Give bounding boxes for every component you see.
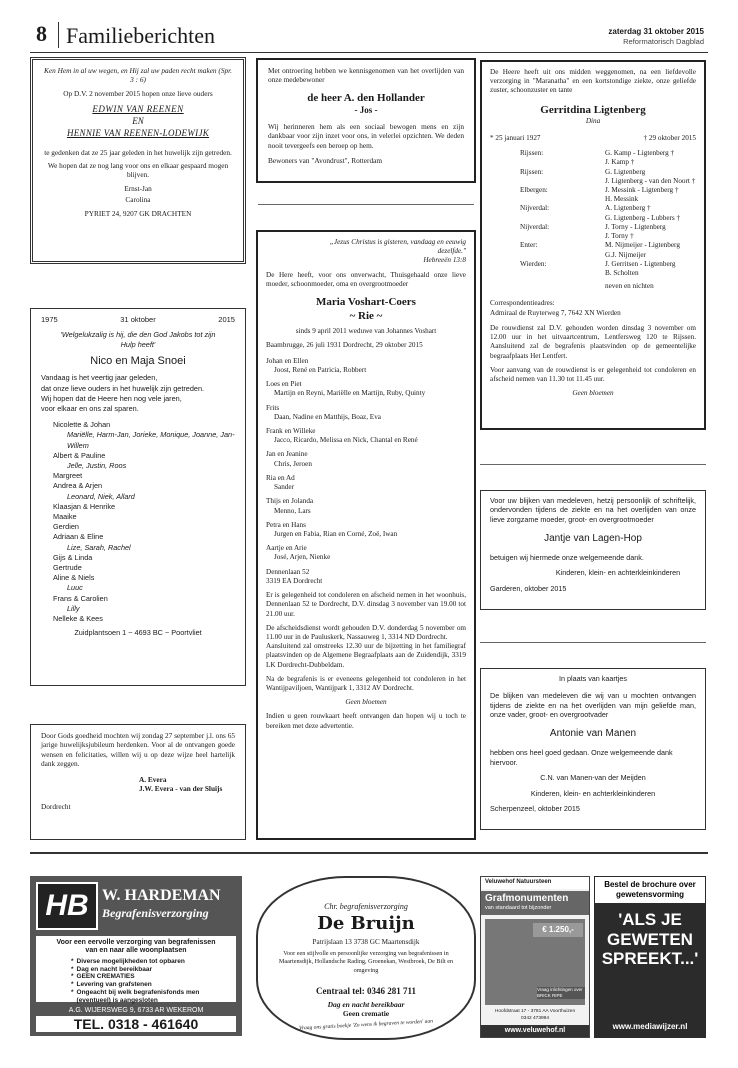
relative-name: A. Ligtenberg †	[605, 204, 651, 213]
relative-place	[520, 177, 605, 186]
notice-signature: Bewoners van "Avondrust", Rotterdam	[268, 156, 383, 166]
issue-date: zaterdag 31 oktober 2015	[608, 27, 704, 36]
family-table	[490, 149, 696, 278]
relative-name: H. Messink	[605, 195, 639, 204]
ad-arc-text: Vraag ons gratis boekje 'Zo wens ik begraven te worden' aan	[298, 1018, 434, 1032]
ad-heading: Bestel de brochure over gewetensvorming	[594, 876, 706, 904]
relative-place	[520, 232, 605, 241]
family-member: Johan en Ellen	[266, 356, 309, 365]
ad-top-line: Chr. begrafenisverzorging	[324, 902, 408, 911]
anniversary-notice-snoei	[30, 308, 246, 686]
notice-text: De blijken van medeleven die wij van u mochten ontvangen tijdens de ziekte en na het overlijden van mijn geliefde man, onze vader, groot- en overgrootvader	[490, 691, 696, 720]
obituary-notice-den-hollander	[256, 58, 476, 183]
poem-line: Vandaag is het veertig jaar geleden,	[41, 373, 158, 383]
no-flowers: Geen bloemen	[345, 698, 387, 707]
family-member: Petra en Hans	[266, 520, 306, 529]
grandchildren: Chris, Jeroen	[274, 459, 312, 468]
bullet-item	[71, 981, 231, 989]
poem-line: Wij hopen dat de Heere hen nog vele jaren,	[41, 393, 182, 403]
bullet-text: Dag en nacht bereikbaar	[76, 965, 153, 973]
family-member: Gerdien	[53, 522, 79, 532]
ad-address: Patrijslaan 13 3738 GC Maartensdijk	[312, 938, 420, 946]
ad-title-bar	[481, 891, 589, 915]
notice-footer: Indien u geen rouwkaart heeft ontvangen dan hopen wij u toch te bereiken met deze advertentie.	[266, 712, 466, 730]
notice-poem	[41, 373, 235, 414]
notice-place: Dordrecht	[41, 801, 71, 811]
relative-name: J. Torny †	[605, 232, 634, 241]
thank-you-notice-van-lagen-hop	[480, 490, 706, 610]
condolence-text: Voor aanvang van de rouwdienst is er gelegenheid tot condoleren en afscheid nemen van 11.30 tot 11.45 uur.	[490, 365, 696, 383]
ad-brand: De Bruijn	[317, 913, 415, 934]
notice-text: Door Gods goedheid mochten wij zondag 27 september j.l. ons 65 jarige huwelijksjubileum herdenken. Voor al de ontvangen goede wensen en felicitaties, willen wij u op deze wijze heel hartelijk dank zeggen.	[41, 731, 235, 769]
family-member: Loes en Piet	[266, 380, 302, 389]
date-line	[41, 315, 235, 326]
bullet-text: Ongeacht bij welk begrafenisfonds men (eventueel) is aangesloten	[76, 988, 200, 1004]
relative-name: J. Torny - Ligtenberg	[605, 222, 666, 231]
ad-bullets	[41, 958, 231, 1005]
couple-names: Nico en Maja Snoei	[90, 354, 186, 367]
couple-name-husband: EDWIN VAN REENEN	[92, 104, 184, 115]
separator	[258, 204, 474, 205]
grandchildren: Sander	[274, 483, 294, 492]
hardeman-logo: HB	[36, 882, 98, 930]
child-name: Ernst-Jan	[124, 183, 152, 193]
deceased-name: Gerritdina Ligtenberg	[540, 103, 646, 116]
grandchildren: José, Arjen, Nienke	[274, 553, 331, 562]
ad-line: Voor een eervolle verzorging van begrafenissen	[56, 939, 216, 946]
grandchildren: Lize, Sarah, Rachel	[67, 542, 131, 552]
bible-verse: 'Welgelukzalig is hij, die den God Jakobs tot zijn Hulp heeft'	[60, 329, 216, 349]
bullet-text: GEEN CREMATIES	[76, 973, 135, 981]
thanks-line: betuigen wij hiermede onze welgemeende dank.	[490, 553, 644, 563]
relative-name: G. Kamp - Ligtenberg †	[605, 149, 675, 158]
notice-intro: Met ontroering hebben we kennisgenomen van het overlijden van onze medebewoner	[268, 66, 464, 85]
after-funeral-text: Na de begrafenis is er eveneens gelegenheid tot condoleren in het Wantijpaviljoen, Wantijpark 1, 3312 AV Dordrecht.	[266, 674, 466, 693]
address-line: Dennenlaan 52	[266, 567, 310, 576]
grandchildren: Jelle, Justin, Roos	[67, 460, 127, 470]
correspondence-address: Admiraal de Ruyterweg 7, 7642 XN Wierden	[490, 308, 621, 317]
ad-title: Grafmonumenten	[485, 893, 569, 904]
bullet-item	[71, 989, 231, 1005]
ad-address: Hoofdstraat 17 - 3781 AA Voorthuizen	[494, 1009, 576, 1014]
bullet-text: Diverse mogelijkheden tot opbaren	[76, 957, 185, 965]
ad-hardeman	[30, 876, 242, 1036]
bible-verse: Ken Hem in al uw wegen, en Hij zal uw paden recht maken (Spr. 3 : 6)	[43, 66, 232, 85]
family-list	[41, 420, 235, 624]
thank-you-notice-van-manen	[480, 668, 706, 830]
relative-place: Wierden:	[520, 259, 547, 268]
child-name: Carolina	[125, 195, 151, 205]
ads-divider	[30, 852, 708, 854]
notice-place: Garderen, oktober 2015	[490, 583, 567, 593]
notice-address: PYRIET 24, 9207 GK DRACHTEN	[84, 208, 192, 218]
family-signature: Kinderen, klein- en achterkleinkinderen	[555, 568, 681, 578]
relative-place: Rijssen:	[520, 167, 544, 176]
ad-info-panel	[36, 936, 236, 1002]
anniversary-notice-van-reenen	[30, 57, 246, 264]
poem-line: voor elkaar en ons zal sparen.	[41, 403, 139, 413]
page-number: 8	[36, 21, 47, 46]
family-member: Ria en Ad	[266, 473, 295, 482]
relative-name: M. Nijmeijer - Ligtenberg	[605, 241, 680, 250]
connector-en: EN	[132, 116, 144, 127]
birth-date: * 25 januari 1927	[490, 133, 541, 142]
grandchildren: Daan, Nadine en Matthijs, Boaz, Eva	[274, 412, 381, 421]
deceased-nickname: - Jos -	[354, 105, 378, 116]
header-divider	[58, 22, 59, 48]
correspondence-label: Correspondentieadres:	[490, 299, 555, 308]
ad-no-cremation: Geen crematie	[342, 1009, 390, 1018]
relative-name: G.J. Nijmeijer	[605, 250, 646, 259]
ad-slogan: 'ALS JE GEWETEN SPREEKT...'	[601, 910, 699, 969]
family-member: Nicolette & Johan	[53, 420, 111, 430]
service-text: De afscheidsdienst wordt gehouden D.V. donderdag 5 november om 11.00 uur in de Pauluskerk, Nassauweg 1, 3314 ND Dordrecht.	[266, 623, 466, 641]
ad-phone: Centraal tel: 0346 281 711	[316, 986, 416, 996]
family-member: Gijs & Linda	[53, 552, 93, 562]
start-year: 1975	[41, 315, 58, 324]
verse-reference: Hebreeën 13:8	[423, 256, 466, 265]
family-member: Thijs en Jolanda	[266, 497, 314, 506]
obituary-notice-voshart-coers	[256, 230, 476, 840]
deceased-nickname: Dina	[585, 116, 601, 125]
day: 31 oktober	[120, 315, 156, 324]
ad-text: Voor een stijlvolle en persoonlijke verzorging van begrafenissen in Maartensdijk, Hollandsche Rading, Groenekan, Westbroek, De Bilt en omgeving	[278, 950, 454, 974]
grandchildren: Joost, René en Patricia, Robbert	[274, 365, 367, 374]
relative-name: G. Ligtenberg - Lubbers †	[605, 213, 681, 222]
section-title: Familieberichten	[66, 23, 216, 48]
relative-place: Rijssen:	[520, 149, 544, 158]
grandchildren: Menno, Lars	[274, 506, 311, 515]
relative-name: J. Messink - Ligtenberg †	[605, 186, 679, 195]
family-member: Margreet	[53, 471, 83, 481]
relative-name: B. Scholten	[605, 269, 639, 278]
bullet-dot: *	[71, 981, 74, 989]
ad-phone: 0342 473994	[520, 1016, 549, 1021]
ad-small-text: Vraag inlichtingen over BRICK RIPE	[537, 987, 585, 999]
relative-name: G. Ligtenberg	[605, 167, 646, 176]
thank-you-notice-evera	[30, 724, 246, 840]
ad-subtitle: Begrafenisverzorging	[102, 906, 209, 920]
relative-place: Nijverdal:	[520, 222, 550, 231]
thanks-line: hebben ons heel goed gedaan. Onze welgemeende dank hiervoor.	[490, 748, 673, 767]
notice-text: te gedenken dat ze 25 jaar geleden in het huwelijk zijn getreden.	[44, 147, 232, 157]
relative-place: Enter:	[520, 241, 538, 250]
family-member: Klaasjan & Henrike	[53, 501, 116, 511]
grandchildren: Mariëlle, Harm-Jan, Jorieke, Monique, Joanne, Jan-Willem	[67, 430, 235, 450]
bible-verse: „Jezus Christus is gisteren, vandaag en eeuwig dezelfde."	[329, 238, 466, 256]
bullet-item	[71, 973, 231, 981]
spouse-signature: C.N. van Manen-van der Meijden	[540, 773, 646, 783]
notice-intro: Op D.V. 2 november 2015 hopen onze lieve ouders	[63, 88, 213, 98]
ad-phone: TEL. 0318 - 461640	[36, 1016, 236, 1032]
ad-veluwehof	[480, 876, 590, 1038]
bullet-dot: *	[71, 965, 74, 973]
address-line: 3319 EA Dordrecht	[266, 576, 323, 585]
grandchildren: Luuc	[67, 583, 83, 593]
notice-wish: We hopen dat ze nog lang voor ons en elkaar gespaard mogen blijven.	[47, 161, 229, 180]
bullet-item	[71, 958, 231, 966]
deceased-name: Jantje van Lagen-Hop	[544, 533, 642, 545]
signature: J.W. Evera - van der Sluijs	[139, 784, 223, 794]
family-member: Andrea & Arjen	[53, 481, 103, 491]
family-member: Frank en Willeke	[266, 427, 316, 435]
family-member: Aartje en Arie	[266, 544, 307, 553]
deceased-name: de heer A. den Hollander	[307, 91, 425, 104]
notice-text: Wij herinneren hem als een sociaal bewogen mens en zijn dankbaar voor zijn inzet voor ons, in velerlei opzichten. We deden nooit tevergeefs een beroep op hem.	[268, 121, 464, 150]
ad-url: www.veluwehof.nl	[481, 1025, 589, 1037]
ad-price: € 1.250,-	[533, 923, 583, 937]
relative-place	[520, 269, 605, 278]
bullet-dot: *	[71, 973, 74, 981]
end-year: 2015	[218, 315, 235, 324]
notice-place: Scherpenzeel, oktober 2015	[490, 803, 580, 813]
bullet-dot: *	[71, 988, 74, 996]
nephews-line: neven en nichten	[605, 282, 654, 291]
relative-place	[520, 195, 605, 204]
family-member: Adriaan & Eline	[53, 532, 104, 542]
notice-address: Zuidplantsoen 1 ~ 4693 BC ~ Poortvliet	[74, 628, 202, 638]
ad-mediawijzer	[594, 876, 706, 1038]
header-rule	[30, 52, 708, 53]
family-member: Aline & Niels	[53, 573, 95, 583]
poem-line: dat onze lieve ouders in het huwelijk zijn getreden.	[41, 383, 205, 393]
relative-place	[520, 251, 605, 260]
grandchildren: Jacco, Ricardo, Melissa en Nick, Chantal en René	[274, 436, 418, 445]
ad-url: www.mediawijzer.nl	[612, 1022, 688, 1031]
ad-line: van en naar alle woonplaatsen	[85, 947, 187, 955]
relative-place: Nijverdal:	[520, 204, 550, 213]
deceased-name: Antonie van Manen	[549, 728, 637, 740]
relative-name: J. Kamp †	[605, 158, 635, 167]
family-member: Frans & Carolien	[53, 593, 108, 603]
bullet-item	[71, 966, 231, 974]
ad-brand: W. HARDEMAN	[102, 887, 221, 904]
relative-name: J. Ligtenberg - van den Noort †	[605, 176, 696, 185]
signature: A. Evera	[139, 774, 167, 784]
service-text: De rouwdienst zal D.V. gehouden worden dinsdag 3 november om 12.00 uur in het uitvaartcentrum, Lentfersweg 120 te Rijssen. Aansluitend zal de begrafenis plaatsvinden op de gemeentelijke begraafplaats Het Lentfert.	[490, 323, 696, 360]
ad-de-bruijn	[256, 876, 476, 1040]
ad-subtitle: van standaard tot bijzonder	[485, 905, 552, 911]
separator	[480, 642, 706, 643]
grandchildren: Jurgen en Fabia, Rian en Corné, Zoë, Iwan	[274, 529, 398, 538]
ad-availability: Dag en nacht bereikbaar	[327, 1000, 405, 1009]
grandchildren: Leonard, Niek, Allard	[67, 491, 135, 501]
widow-line: sinds 9 april 2011 weduwe van Johannes Voshart	[295, 327, 437, 336]
deceased-nickname: ~ Rie ~	[349, 310, 383, 323]
notice-intro: De Here heeft, voor ons onverwacht, Thuisgehaald onze lieve moeder, schoonmoeder, oma en overgrootmoeder	[266, 270, 466, 288]
condolence-text: Er is gelegenheid tot condoleren en afscheid nemen in het woonhuis, Dennenlaan 52 te Dordrecht, D.V. dinsdag 3 november van 19.00 tot 21.00 uur.	[266, 591, 466, 618]
bullet-text: Levering van grafstenen	[76, 981, 152, 989]
family-member: Albert & Pauline	[53, 450, 106, 460]
relative-place: Elbergen:	[520, 186, 548, 195]
ad-brand: Veluwehof Natuursteen	[481, 877, 589, 889]
bullet-dot: *	[71, 957, 74, 965]
family-member: Gertrude	[53, 562, 82, 572]
family-member: Maaike	[53, 511, 77, 521]
birth-death-line: Baambrugge, 26 juli 1931 Dordrecht, 29 oktober 2015	[266, 341, 423, 350]
dates-line	[490, 134, 696, 143]
relative-name: J. Gerritsen - Ligtenberg	[605, 259, 676, 268]
no-flowers: Geen bloemen	[572, 389, 614, 398]
deceased-name: Maria Voshart-Coers	[316, 296, 416, 309]
relative-place	[520, 158, 605, 167]
grandchildren: Lilly	[67, 603, 80, 613]
family-list	[266, 357, 466, 563]
relative-place	[520, 214, 605, 223]
obituary-notice-ligtenberg	[480, 60, 706, 430]
couple-name-wife: HENNIE VAN REENEN-LODEWIJK	[66, 127, 210, 138]
ad-address: A.G. WIJERSWEG 9, 6733 AR WEKEROM	[68, 1007, 204, 1014]
family-signature: Kinderen, klein- en achterkleinkinderen	[530, 788, 656, 798]
notice-heading: In plaats van kaartjes	[559, 674, 627, 683]
separator	[480, 464, 706, 465]
notice-text: Voor uw blijken van medeleven, hetzij persoonlijk of schriftelijk, ondervonden tijdens de ziekte en na het overlijden van onze lieve zorgzame moeder, groot- en overgrootmoeder	[490, 496, 696, 524]
burial-text: Aansluitend zal omstreeks 12.30 uur de bijzetting in het familiegraf plaatsvinden op de Algemene Begraafplaats aan de Zuidendijk, 3319 LK Dordrecht-Dubbeldam.	[266, 642, 466, 669]
notice-intro: De Heere heeft uit ons midden weggenomen, na een liefdevolle verzorging in "Maranatha" en een kortstondige ziekte, onze geliefde zuster, schoonzuster en tante	[490, 68, 696, 95]
newspaper-name: Reformatorisch Dagblad	[623, 37, 704, 46]
death-date: † 29 oktober 2015	[643, 133, 696, 142]
family-member: Nelleke & Kees	[53, 613, 103, 623]
family-member: Jan en Jeanine	[266, 450, 308, 459]
grandchildren: Martijn en Reyni, Mariëlle en Martijn, Ruby, Quinty	[274, 389, 426, 398]
family-member: Frits	[266, 403, 280, 412]
